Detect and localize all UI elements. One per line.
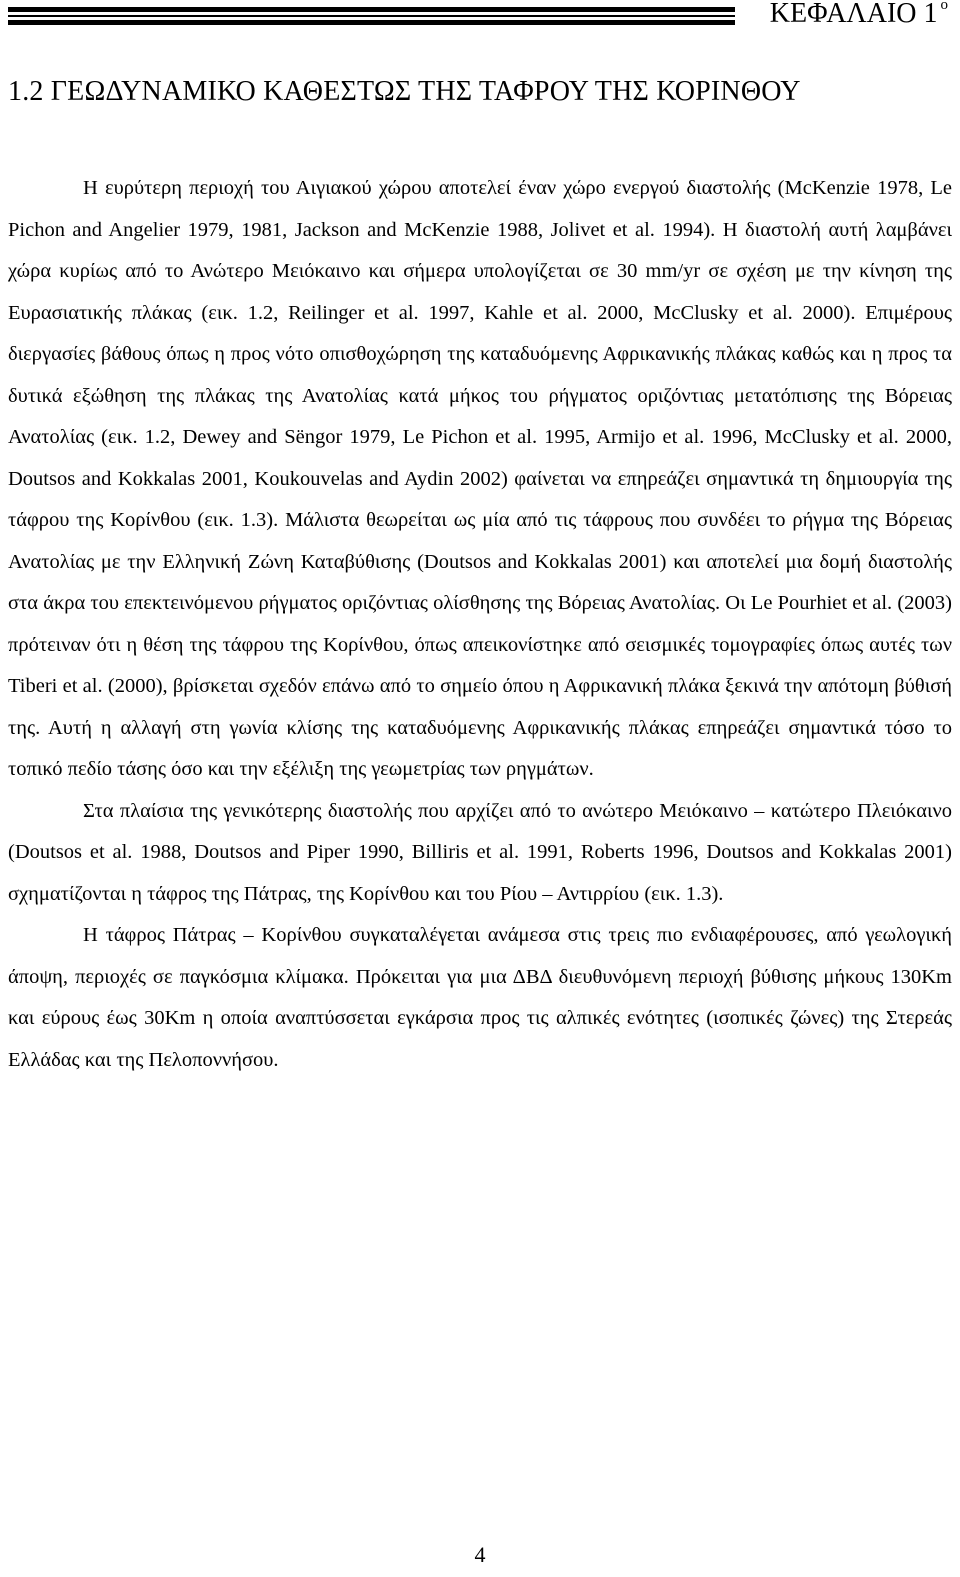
header-rule-thin <box>8 15 735 17</box>
chapter-ordinal-superscript: ο <box>940 0 948 13</box>
paragraph-1: Η ευρύτερη περιοχή του Αιγιακού χώρου αποτελεί έναν χώρο ενεργού διαστολής (McKenzie 1978, Le Pichon and Angelier 1979, 1981, Jackson and McKenzie 1988, Jolivet et al. 1994). Η διαστολή αυτή λαμβάνει χώρα κυρίως από το Ανώτερο Μειόκαινο και σήμερα υπολογίζεται σε 30 mm/yr σε σχέση με την κίνηση της Ευρασιατικής πλάκας (εικ. 1.2, Reilinger et al. 1997, Kahle et al. 2000, McClusky et al. 2000). Επιμέρους διεργασίες βάθους όπως η προς νότο οπισθοχώρηση της καταδυόμενης Αφρικανικής πλάκας καθώς και η προς τα δυτικά εξώθηση της πλάκας της Ανατολίας κατά μήκος του ρήγματος οριζόντιας μετατόπισης της Βόρειας Ανατολίας (εικ. 1.2, Dewey and Sëngor 1979, Le Pichon et al. 1995, Armijo et al. 1996, McClusky et al. 2000, Doutsos and Kokkalas 2001, Koukouvelas and Aydin 2002) φαίνεται να επηρεάζει σημαντικά τη δημιουργία της τάφρου της Κορίνθου (εικ. 1.3). Μάλιστα θεωρείται ως μία από τις τάφρους που συνδέει το ρήγμα της Βόρειας Ανατολίας με την Ελληνική Ζώνη Καταβύθισης (Doutsos and Kokkalas 2001) και αποτελεί μια δομή διαστολής στα άκρα του επεκτεινόμενου ρήγματος οριζόντιας ολίσθησης της Βόρειας Ανατολίας. Οι Le Pourhiet et al. (2003) πρότειναν ότι η θέση της τάφρου της Κορίνθου, όπως απεικονίστηκε από σεισμικές τομογραφίες όπως αυτές των Tiberi et al. (2000), βρίσκεται σχεδόν επάνω από το σημείο όπου η Αφρικανική πλάκα ξεκινά την απότομη βύθισή της. Αυτή η αλλαγή στη γωνία κλίσης της καταδυόμενης Αφρικανικής πλάκας επηρεάζει σημαντικά τόσο το τοπικό πεδίο τάσης όσο και την εξέλιξη της γεωμετρίας των ρηγμάτων. <box>8 177 952 780</box>
body-text <box>8 168 952 1081</box>
header-rule-thick-top <box>8 7 735 12</box>
chapter-heading <box>770 0 948 35</box>
page-header <box>0 0 960 34</box>
section-title: 1.2 ΓΕΩΔΥΝΑΜΙΚΟ ΚΑΘΕΣΤΩΣ ΤΗΣ ΤΑΦΡΟΥ ΤΗΣ ΚΟΡΙΝΘΟΥ <box>8 76 801 107</box>
paragraph-2: Στα πλαίσια της γενικότερης διαστολής που αρχίζει από το ανώτερο Μειόκαινο – κατώτερο Πλειόκαινο (Doutsos et al. 1988, Doutsos and Piper 1990, Billiris et al. 1991, Roberts 1996, Doutsos and Kokkalas 2001) σχηματίζονται η τάφρος της Πάτρας, της Κορίνθου και του Ρίου – Αντιρρίου (εικ. 1.3). <box>8 799 952 905</box>
chapter-label: ΚΕΦΑΛΑΙΟ 1 <box>769 0 938 29</box>
page-number: 4 <box>474 1542 486 1567</box>
header-rule-thick-bottom <box>8 20 735 25</box>
header-rule-lines <box>8 7 735 25</box>
paragraph-3: Η τάφρος Πάτρας – Κορίνθου συγκαταλέγεται ανάμεσα στις τρεις πιο ενδιαφέρουσες, από γεωλογική άποψη, περιοχές σε παγκόσμια κλίμακα. Πρόκειται για μια ΔΒΔ διευθυνόμενη περιοχή βύθισης μήκους 130Km και εύρους έως 30Km η οποία αναπτύσσεται εγκάρσια προς τις αλπικές ενότητες (ισοπικές ζώνες) της Στερεάς Ελλάδας και της Πελοποννήσου. <box>8 924 952 1071</box>
